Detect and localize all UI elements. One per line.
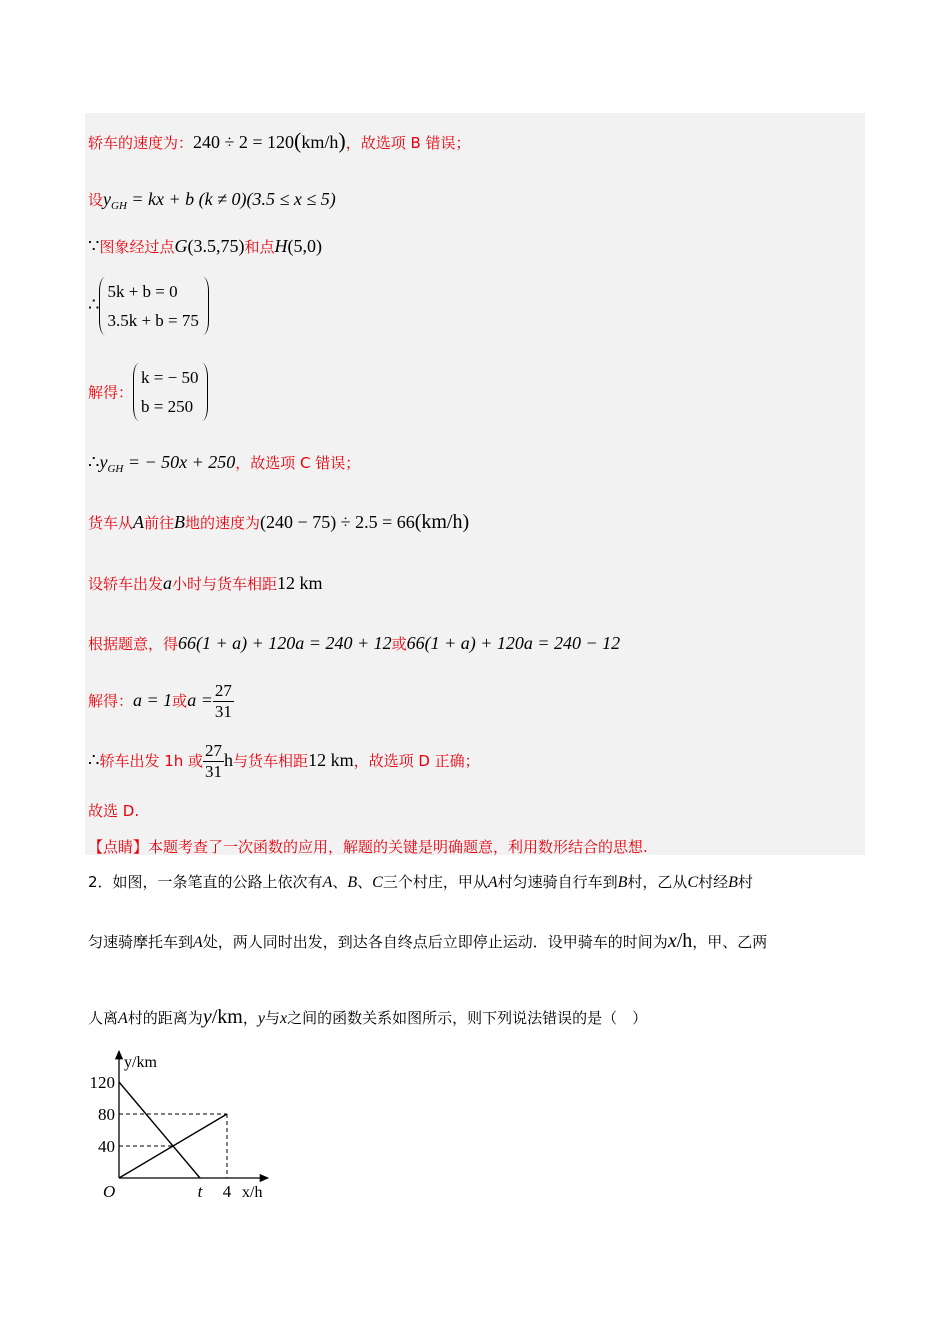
var: A: [193, 934, 203, 951]
var-y: y: [99, 452, 108, 472]
equation-system: [133, 363, 208, 421]
math: (240 − 75) ÷ 2.5 = 66: [260, 512, 415, 532]
unit: /h: [676, 930, 693, 952]
therefore-symbol: ∴: [88, 294, 100, 315]
y-tick-label-120: 120: [89, 1073, 115, 1092]
numerator: 27: [205, 741, 223, 760]
math: 12 km: [277, 573, 323, 593]
label: 前往: [144, 514, 175, 532]
math: = kx + b (k ≠ 0)(3.5 ≤ x ≤ 5): [126, 189, 336, 209]
x-axis-label: x/h: [242, 1184, 263, 1201]
var: C: [372, 874, 383, 891]
y-tick-label-80: 80: [98, 1105, 115, 1124]
question-number: 2．: [88, 873, 113, 891]
var: y: [257, 1010, 265, 1027]
conclusion: ，故选项 B 错误；: [345, 134, 471, 152]
solution-line-solve: [88, 363, 208, 421]
unit: km/h: [301, 132, 339, 152]
solution-line-comment: 【点睛】本题考查了一次函数的应用，解题的关键是明确题意，利用数形结合的思想.: [88, 838, 648, 856]
paren: ): [338, 128, 346, 153]
solution-line-system: [88, 277, 209, 335]
fraction: [203, 741, 224, 782]
question-2-line-3: [88, 1006, 647, 1029]
equation-system: [99, 277, 208, 335]
var: A: [322, 874, 333, 891]
text: 村匀速骑自行车到: [497, 873, 618, 891]
fraction: [213, 681, 234, 722]
solution-line-set-function: [88, 189, 336, 212]
denominator: 31: [214, 702, 232, 721]
coord: (5,0): [287, 236, 322, 256]
text: ，甲、乙两: [692, 933, 768, 951]
var: C: [687, 874, 699, 891]
because-symbol: ∵: [88, 236, 100, 256]
text: 三个村庄，甲从: [382, 873, 488, 891]
text: 与: [264, 1009, 280, 1027]
label: 轿车的速度为：: [88, 134, 194, 152]
therefore-symbol: ∴: [88, 750, 100, 770]
solution-line-truck-speed: [88, 511, 469, 534]
solution-line-answer: 故选 D.: [88, 802, 140, 820]
question-2-line-2: [88, 930, 767, 953]
solution-line-conclusion-d: [88, 741, 480, 782]
solution-line-equation: [88, 633, 620, 654]
label: 设: [88, 191, 104, 209]
or-word: 或: [391, 635, 407, 653]
var: x: [667, 930, 677, 952]
solution-line-points: [88, 236, 322, 257]
conclusion: ，故选项 C 错误；: [235, 454, 361, 472]
series-line-yi: [119, 1082, 200, 1178]
equation: b = 250: [141, 397, 194, 416]
origin-label: O: [103, 1182, 116, 1201]
label: 与货车相距: [233, 752, 309, 770]
equation: a =: [187, 690, 213, 710]
label: 货车从: [88, 514, 134, 532]
var-a: A: [133, 512, 145, 532]
equation: 66(1 + a) + 120a = 240 + 12: [178, 633, 392, 653]
text: 村，乙从: [627, 873, 688, 891]
text: 匀速骑摩托车到: [88, 933, 194, 951]
equation: 66(1 + a) + 120a = 240 − 12: [406, 633, 621, 653]
solution-line-set-a: [88, 573, 323, 594]
var-a: a: [163, 573, 173, 593]
math: = − 50x + 250: [123, 452, 236, 472]
label: 根据题意，得: [88, 635, 179, 653]
solution-line-yGH: [88, 452, 360, 475]
var-b: B: [174, 512, 186, 532]
label: 设轿车出发: [88, 575, 164, 593]
text: 村: [737, 873, 753, 891]
label: 小时与货车相距: [172, 575, 278, 593]
conclusion: ，故选项 D 正确；: [353, 752, 480, 770]
var: y: [202, 1006, 212, 1028]
y-tick-label-40: 40: [98, 1137, 115, 1156]
text: 村经: [698, 873, 729, 891]
unit: h: [224, 750, 234, 770]
therefore-symbol: ∴: [88, 452, 100, 472]
question-2-line-1: [88, 871, 753, 892]
var: B: [617, 874, 628, 891]
label: 图象经过点: [99, 238, 175, 256]
label: 轿车出发 1h 或: [99, 752, 204, 770]
equation: k = − 50: [141, 368, 199, 387]
equation: 5k + b = 0: [107, 282, 178, 301]
text: 人离: [88, 1009, 119, 1027]
text: ，: [242, 1009, 258, 1027]
label: 解得：: [88, 383, 134, 402]
point-h: H: [274, 236, 288, 256]
equation: 3.5k + b = 75: [107, 311, 199, 330]
unit: (km/h): [414, 511, 470, 533]
math: 12 km: [308, 750, 354, 770]
subscript: GH: [107, 463, 124, 475]
subscript: GH: [111, 200, 127, 212]
text: 、: [357, 873, 373, 891]
text: 、: [332, 873, 348, 891]
equation: a = 1: [133, 690, 173, 710]
coord: (3.5,75): [187, 236, 245, 256]
var: A: [118, 1010, 128, 1027]
paren: (: [294, 128, 302, 153]
solution-line-result-a: [88, 681, 234, 722]
var: x: [279, 1010, 288, 1027]
label: 地的速度为: [185, 514, 261, 532]
denominator: 31: [205, 762, 223, 781]
label: 和点: [244, 238, 275, 256]
var: B: [728, 874, 738, 891]
unit: /km: [211, 1006, 243, 1028]
math: 240 ÷ 2 = 120: [193, 132, 295, 152]
solution-line-car-speed: [88, 128, 471, 154]
text: 如图，一条笔直的公路上依次有: [112, 873, 323, 891]
var-y: y: [103, 189, 112, 209]
text: 之间的函数关系如图所示，则下列说法错误的是（ ）: [287, 1009, 648, 1027]
label: 解得：: [88, 692, 134, 710]
text: 村的距离为: [127, 1009, 203, 1027]
point-g: G: [174, 236, 188, 256]
text: 处，两人同时出发，到达各自终点后立即停止运动．设甲骑车的时间为: [202, 933, 668, 951]
var: B: [347, 874, 358, 891]
or-word: 或: [172, 692, 188, 710]
x-tick-label-t: t: [197, 1182, 203, 1201]
var: A: [487, 874, 498, 891]
distance-time-chart: [80, 1045, 280, 1205]
numerator: 27: [214, 681, 232, 700]
x-tick-label-4: 4: [222, 1182, 232, 1201]
y-axis-label: y/km: [124, 1054, 157, 1071]
